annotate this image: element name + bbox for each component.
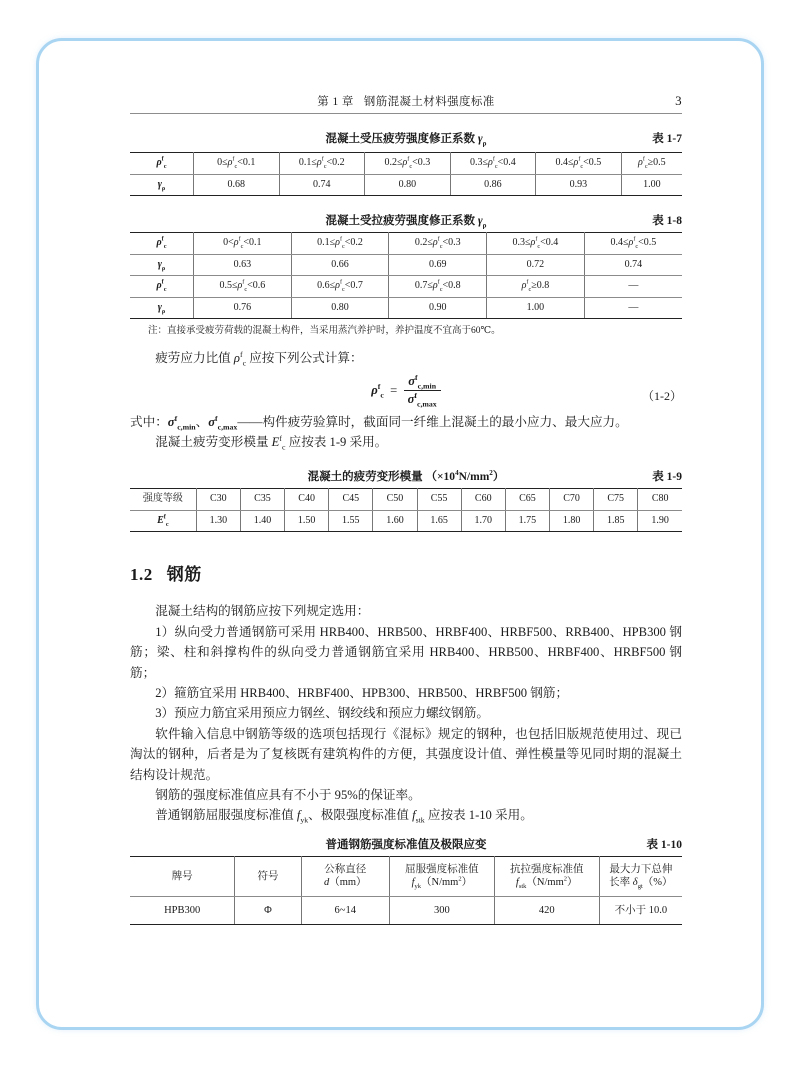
cell: C65 xyxy=(505,489,549,511)
cell-row-label: $\rho^f_c$ xyxy=(130,276,193,298)
cell-row-label: $\rho^f_c$ xyxy=(130,153,193,175)
cell: $0.3\le\rho^f_c<0.4$ xyxy=(450,153,536,175)
header-label: 抗拉强度标准值 xyxy=(509,864,584,876)
header-symbol-fyk: $f_{yk}$ xyxy=(411,877,422,891)
cell-row-label: $\gamma_\rho$ xyxy=(130,174,193,196)
cell: $0.5\le\rho^f_c<0.6$ xyxy=(193,276,291,298)
header-label: 屈服强度标准值 xyxy=(405,864,479,876)
table-1-7-block xyxy=(130,130,682,146)
header-symbol-fstk: $f_{stk}$ xyxy=(515,877,527,891)
table-1-7-number: 表 1-7 xyxy=(652,133,682,145)
equation-1-2 xyxy=(130,372,682,409)
cell: C40 xyxy=(285,489,329,511)
cell: $0.1\le\rho^f_c<0.2$ xyxy=(279,153,365,175)
table-row xyxy=(130,297,682,319)
table-1-10-caption-text: 普通钢筋强度标准值及极限应变 xyxy=(325,838,487,851)
cell-symbol: Φ xyxy=(235,896,301,924)
header-cell-brand xyxy=(130,856,235,896)
cell: 0.74 xyxy=(279,174,365,196)
paragraph-guarantee: 钢筋的强度标准值应具有不小于 95%的保证率。 xyxy=(155,787,421,802)
header-label: 公称直径 xyxy=(324,864,367,876)
table-row xyxy=(130,489,682,511)
cell: 1.55 xyxy=(329,510,373,532)
cell-row-label: $\rho^f_c$ xyxy=(130,233,193,255)
header-cell-tensile xyxy=(494,856,599,896)
equation-fraction xyxy=(404,374,441,407)
cell: 0.80 xyxy=(365,174,451,196)
header-cell-diameter xyxy=(301,856,389,896)
table-1-9-caption-text: 混凝土的疲劳变形模量 xyxy=(307,471,423,484)
cell: 0.72 xyxy=(487,254,585,276)
cell: C45 xyxy=(329,489,373,511)
cell: — xyxy=(584,276,682,298)
table-1-9 xyxy=(130,488,682,532)
table-1-7-grid xyxy=(130,152,682,196)
cell: 1.00 xyxy=(621,174,682,196)
cell: 0.90 xyxy=(389,297,487,319)
table-row xyxy=(130,254,682,276)
cell: 0.68 xyxy=(193,174,279,196)
cell: C80 xyxy=(638,489,682,511)
header-cell-symbol xyxy=(235,856,301,896)
cell: C75 xyxy=(594,489,638,511)
where-paragraph xyxy=(130,412,682,432)
header-unit: （mm） xyxy=(329,877,367,889)
cell: 1.40 xyxy=(240,510,284,532)
cell: 0.66 xyxy=(291,254,389,276)
where-label: 式中： xyxy=(130,414,168,429)
table-1-8-caption-symbol: $\gamma_\rho$ xyxy=(475,215,487,230)
cell-tensile: 420 xyxy=(494,896,599,924)
running-head xyxy=(130,93,682,113)
rho-symbol: $\rho^f_c$ xyxy=(230,350,247,368)
comma-1: 、 xyxy=(195,414,209,429)
section-intro-paragraph: 混凝土结构的钢筋应按下列规定选用： xyxy=(155,604,370,619)
table-ref-text-a: 普通钢筋屈服强度标准值 xyxy=(155,808,294,823)
formula-lead-paragraph xyxy=(130,348,682,368)
header-unit: $(N/mm^2)$ xyxy=(421,875,473,889)
modulus-text: 混凝土疲劳变形模量 xyxy=(155,435,269,450)
table-1-7-caption-symbol: $\gamma_\rho$ xyxy=(475,133,487,148)
table-1-8 xyxy=(130,232,682,319)
cell: $0.3\le\rho^f_c<0.4$ xyxy=(487,233,585,255)
cell: 1.70 xyxy=(461,510,505,532)
page-content xyxy=(130,93,682,983)
cell: 1.00 xyxy=(487,297,585,319)
sigma-max-symbol: $\sigma^f_{c,max}$ xyxy=(208,413,238,432)
cell: $0.4\le\rho^f_c<0.5$ xyxy=(584,233,682,255)
cell-row-label: $\gamma_\rho$ xyxy=(130,254,193,276)
where-text: ——构件疲劳验算时，截面同一纤维上混凝土的最小应力、最大应力。 xyxy=(237,414,628,429)
cell: C35 xyxy=(240,489,284,511)
header-cell-yield xyxy=(389,856,494,896)
cell: $0.4\le\rho^f_c<0.5$ xyxy=(536,153,622,175)
equation-number: （1-2） xyxy=(642,388,682,403)
section-heading-1-2 xyxy=(130,560,682,585)
cell: $0<\rho^f_c<0.1$ xyxy=(193,233,291,255)
section-number: 1.2 xyxy=(130,565,153,585)
table-1-10 xyxy=(130,856,682,925)
cell-diameter: 6~14 xyxy=(301,896,389,924)
cell: 1.90 xyxy=(638,510,682,532)
table-row xyxy=(130,510,682,532)
cell: C55 xyxy=(417,489,461,511)
table-row xyxy=(130,276,682,298)
cell: 0.69 xyxy=(389,254,487,276)
fyk-symbol: $f_{yk}$ xyxy=(293,808,309,825)
cell-elongation: 不小于 10.0 xyxy=(599,896,682,924)
page-frame xyxy=(36,38,764,1030)
cell: C70 xyxy=(549,489,593,511)
cell-yield: 300 xyxy=(389,896,494,924)
cell: 1.50 xyxy=(285,510,329,532)
fraction-denominator: $\sigma^f_{c,max}$ xyxy=(404,390,441,407)
cell-row-label: 强度等级 xyxy=(130,489,196,511)
cell: 0.93 xyxy=(536,174,622,196)
cell: 1.80 xyxy=(549,510,593,532)
table-1-7-caption xyxy=(130,130,682,146)
header-unit: $(N/mm^2)$ xyxy=(526,875,578,889)
cell: 0.76 xyxy=(193,297,291,319)
equals-sign: = xyxy=(387,383,401,398)
header-label-2: 长率 xyxy=(609,877,633,889)
header-cell-elongation xyxy=(599,856,682,896)
cell: C50 xyxy=(373,489,417,511)
cell: C60 xyxy=(461,489,505,511)
fraction-numerator: $\sigma^f_{c,min}$ xyxy=(408,372,437,391)
modulus-text-end: 应按表 1-9 采用。 xyxy=(288,435,388,450)
cell-row-label: $E^f_c$ xyxy=(130,510,196,532)
table-ref-text-b: 、极限强度标准值 xyxy=(308,808,409,823)
cell-row-label: $\gamma_\rho$ xyxy=(130,297,193,319)
cell: 0.80 xyxy=(291,297,389,319)
cell: 1.75 xyxy=(505,510,549,532)
cell: 1.30 xyxy=(196,510,240,532)
list-item-1: 1）纵向受力普通钢筋可采用 HRB400、HRB500、HRBF400、HRBF500、RRB400、HPB300 钢筋；梁、柱和斜撑构件的纵向受力普通钢筋宜采用 HRB400、HRB500、HRBF400、HRBF500 钢筋； xyxy=(130,624,682,680)
table-1-9-caption-unit: $(\times 10^4N/mm^2)$ xyxy=(422,469,505,484)
table-1-9-caption xyxy=(130,468,682,484)
table-1-9-number: 表 1-9 xyxy=(652,471,682,484)
header-unit: （%） xyxy=(642,877,673,889)
cell-brand: HPB300 xyxy=(130,896,235,924)
header-label: 符号 xyxy=(257,870,279,882)
table-1-8-caption xyxy=(130,212,682,228)
cell: $0\le\rho^f_c<0.1$ xyxy=(193,153,279,175)
table-1-7-caption-text: 混凝土受压疲劳强度修正系数 xyxy=(325,133,475,145)
cell: 0.74 xyxy=(584,254,682,276)
running-head-title: 钢筋混凝土材料强度标准 xyxy=(363,96,495,108)
header-label: 牌号 xyxy=(171,870,193,882)
table-row xyxy=(130,153,682,175)
table-1-10-caption xyxy=(130,836,682,852)
section-title: 钢筋 xyxy=(166,565,202,585)
cell: $0.1\le\rho^f_c<0.2$ xyxy=(291,233,389,255)
table-1-8-number: 表 1-8 xyxy=(652,215,682,227)
cell: $\rho^f_c\ge 0.5$ xyxy=(621,153,682,175)
cell: 0.86 xyxy=(450,174,536,196)
cell: 1.65 xyxy=(417,510,461,532)
sigma-min-symbol: $\sigma^f_{c,min}$ xyxy=(167,413,196,432)
running-head-chapter: 第 1 章 xyxy=(317,96,354,108)
table-row xyxy=(130,896,682,924)
paragraph-software: 软件输入信息中钢筋等级的选项包括现行《混标》规定的钢种，也包括旧版规范使用过、现已淘汰的钢种，后者是为了复核既有建筑构件的方便，其强度设计值、弹性模量等见同时期的混凝土结构设计规范。 xyxy=(130,726,682,782)
table-1-10-number: 表 1-10 xyxy=(646,838,682,851)
equation-lhs: $\rho^f_c$ xyxy=(371,381,384,400)
header-label: 最大力下总伸 xyxy=(609,864,673,876)
header-symbol-d: d xyxy=(323,877,330,889)
table-1-8-note: 注：直接承受疲劳荷载的混凝土构件，当采用蒸汽养护时，养护温度不宜高于60℃。 xyxy=(148,326,501,336)
cell: 0.63 xyxy=(193,254,291,276)
formula-lead-text-end: 应按下列公式计算： xyxy=(249,351,363,366)
header-symbol-dgt: $\delta_{gt}$ xyxy=(632,877,643,891)
list-item-2: 2）箍筋宜采用 HRB400、HRBF400、HPB300、HRB500、HRBF500 钢筋； xyxy=(155,685,569,700)
fstk-symbol: $f_{stk}$ xyxy=(408,808,425,825)
table-1-8-caption-text: 混凝土受拉疲劳强度修正系数 xyxy=(325,215,475,227)
table-row xyxy=(130,233,682,255)
table-header-row xyxy=(130,856,682,896)
ec-symbol: $E^f_c$ xyxy=(268,433,286,452)
table-ref-text-c: 应按表 1-10 采用。 xyxy=(427,808,533,823)
cell: C30 xyxy=(196,489,240,511)
page-number: 3 xyxy=(675,93,682,108)
paragraph-table-ref xyxy=(130,805,682,825)
cell: $0.2\le\rho^f_c<0.3$ xyxy=(389,233,487,255)
cell: $0.2\le\rho^f_c<0.3$ xyxy=(365,153,451,175)
cell: $0.6\le\rho^f_c<0.7$ xyxy=(291,276,389,298)
modulus-paragraph xyxy=(130,432,682,452)
cell: 1.60 xyxy=(373,510,417,532)
cell: — xyxy=(584,297,682,319)
table-row xyxy=(130,174,682,196)
cell: $\rho^f_c\ge 0.8$ xyxy=(487,276,585,298)
formula-lead-text: 疲劳应力比值 xyxy=(155,351,231,366)
cell: 1.85 xyxy=(594,510,638,532)
cell: $0.7\le\rho^f_c<0.8$ xyxy=(389,276,487,298)
header-divider xyxy=(130,113,682,114)
list-item-3: 3）预应力筋宜采用预应力钢丝、钢绞线和预应力螺纹钢筋。 xyxy=(155,706,489,721)
